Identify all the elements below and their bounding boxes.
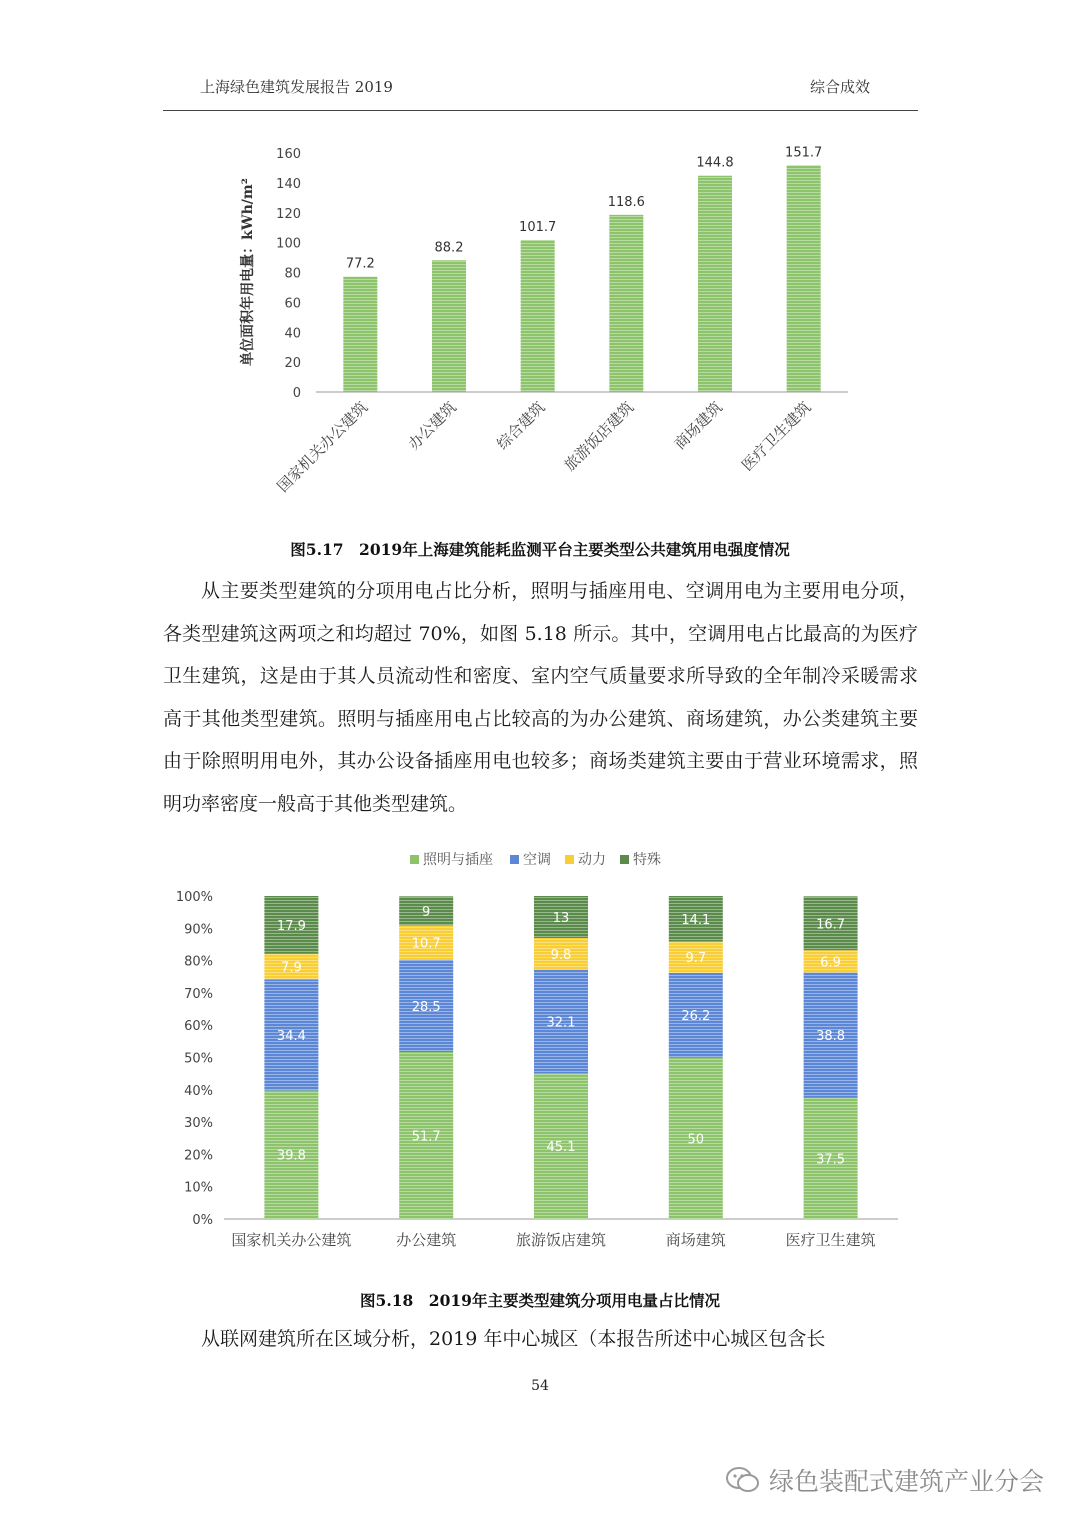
bar-value-label: 144.8 <box>696 155 734 171</box>
x-tick-label: 旅游饭店建筑 <box>515 1231 607 1249</box>
segment-value-label: 6.9 <box>820 955 841 971</box>
x-tick-label: 综合建筑 <box>493 398 549 454</box>
y-tick-label: 30% <box>184 1116 213 1132</box>
y-tick-label: 60 <box>284 296 301 312</box>
y-tick-label: 20 <box>284 356 301 372</box>
legend-label: 动力 <box>578 852 606 868</box>
segment-value-label: 38.8 <box>816 1029 846 1045</box>
segment-value-label: 14.1 <box>681 912 711 928</box>
segment-value-label: 17.9 <box>276 918 306 934</box>
segment-value-label: 9.8 <box>550 947 572 963</box>
segment-value-label: 39.8 <box>276 1148 306 1164</box>
y-tick-label: 90% <box>184 922 213 938</box>
x-tick-label: 办公建筑 <box>404 398 460 454</box>
page-number: 54 <box>531 1378 549 1394</box>
y-tick-label: 0 <box>292 386 301 401</box>
y-axis-label: 单位面积年用电量：kWh/m² <box>240 178 256 366</box>
y-tick-label: 40 <box>284 326 301 342</box>
body-paragraph: 从主要类型建筑的分项用电占比分析，照明与插座用电、空调用电为主要用电分项，各类型建筑这两项之和均超过 70%，如图 5.18 所示。其中，空调用电占比最高的为医疗卫生建筑，这是由于其人员流动性和密度、室内空气质量要求所导致的全年制冷采暖需求高于其他类型建筑。照明与插座用电占比较高的为办公建筑、商场建筑，办公类建筑主要由于除照明用电外，其办公设备插座用电也较多；商场类建筑主要由于营业环境需求，照明功率密度一般高于其他类型建筑。 <box>163 580 918 815</box>
bar-value-label: 118.6 <box>607 194 645 210</box>
y-tick-label: 20% <box>184 1148 213 1164</box>
legend-label: 特殊 <box>633 852 661 868</box>
figure-5-18-caption: 图5.18 2019年主要类型建筑分项用电量占比情况 <box>360 1291 720 1310</box>
y-tick-label: 10% <box>184 1180 213 1196</box>
bar-value-label: 77.2 <box>345 256 375 272</box>
y-tick-label: 50% <box>184 1051 213 1067</box>
watermark-text: 绿色装配式建筑产业分会 <box>768 1467 1044 1496</box>
segment-value-label: 16.7 <box>816 917 846 933</box>
bar-value-label: 101.7 <box>519 220 557 236</box>
segment-value-label: 34.4 <box>276 1028 306 1044</box>
y-tick-label: 80 <box>284 266 301 282</box>
segment-value-label: 26.2 <box>681 1009 711 1025</box>
y-tick-label: 40% <box>184 1083 213 1099</box>
segment-value-label: 28.5 <box>411 999 441 1015</box>
legend-swatch <box>620 855 629 864</box>
y-tick-label: 140 <box>276 176 301 192</box>
x-tick-label: 商场建筑 <box>665 1231 726 1249</box>
bar-value-label: 88.2 <box>434 240 464 256</box>
body-paragraph-continued: 从联网建筑所在区域分析，2019 年中心城区（本报告所述中心城区包含长 <box>201 1328 826 1350</box>
bar <box>343 277 377 392</box>
y-tick-label: 0% <box>192 1213 213 1228</box>
bar <box>432 260 466 392</box>
x-tick-label: 国家机关办公建筑 <box>273 398 372 496</box>
segment-value-label: 9.7 <box>685 951 707 967</box>
y-tick-label: 120 <box>276 206 301 222</box>
bar <box>521 240 555 392</box>
watermark <box>725 1462 1044 1498</box>
segment-value-label: 50 <box>687 1132 705 1148</box>
y-tick-label: 60% <box>184 1019 213 1035</box>
stacked-bar-chart-electricity-share <box>0 840 1080 1270</box>
bar-value-label: 151.7 <box>785 145 823 161</box>
segment-value-label: 7.9 <box>281 960 302 976</box>
segment-value-label: 10.7 <box>411 936 441 952</box>
x-tick-label: 办公建筑 <box>396 1231 457 1249</box>
bar <box>609 215 643 392</box>
segment-value-label: 9 <box>422 904 431 920</box>
segment-value-label: 37.5 <box>816 1152 846 1168</box>
segment-value-label: 32.1 <box>546 1015 576 1031</box>
x-tick-label: 医疗卫生建筑 <box>785 1231 876 1249</box>
legend-label: 空调 <box>523 852 551 868</box>
y-tick-label: 100% <box>175 890 213 905</box>
running-header-title: 上海绿色建筑发展报告 2019 <box>200 78 393 96</box>
x-tick-label: 商场建筑 <box>670 398 726 454</box>
legend-swatch <box>410 855 419 864</box>
segment-value-label: 45.1 <box>546 1140 576 1156</box>
running-header-section: 综合成效 <box>809 78 870 96</box>
figure-5-17-caption: 图5.17 2019年上海建筑能耗监测平台主要类型公共建筑用电强度情况 <box>290 540 790 559</box>
segment-value-label: 13 <box>552 910 570 926</box>
x-tick-label: 国家机关办公建筑 <box>231 1231 352 1249</box>
y-tick-label: 100 <box>276 236 301 252</box>
y-tick-label: 70% <box>184 986 213 1002</box>
bar <box>787 165 821 392</box>
bar-chart-electricity-intensity <box>0 0 1080 530</box>
y-tick-label: 160 <box>276 147 301 162</box>
legend-label: 照明与插座 <box>423 852 493 868</box>
bar <box>698 176 732 392</box>
segment-value-label: 51.7 <box>411 1129 441 1145</box>
legend-swatch <box>510 855 519 864</box>
x-tick-label: 旅游饭店建筑 <box>560 398 638 475</box>
y-tick-label: 80% <box>184 954 213 970</box>
legend-swatch <box>565 855 574 864</box>
wechat-icon <box>725 1465 761 1495</box>
x-tick-label: 医疗卫生建筑 <box>738 398 815 475</box>
